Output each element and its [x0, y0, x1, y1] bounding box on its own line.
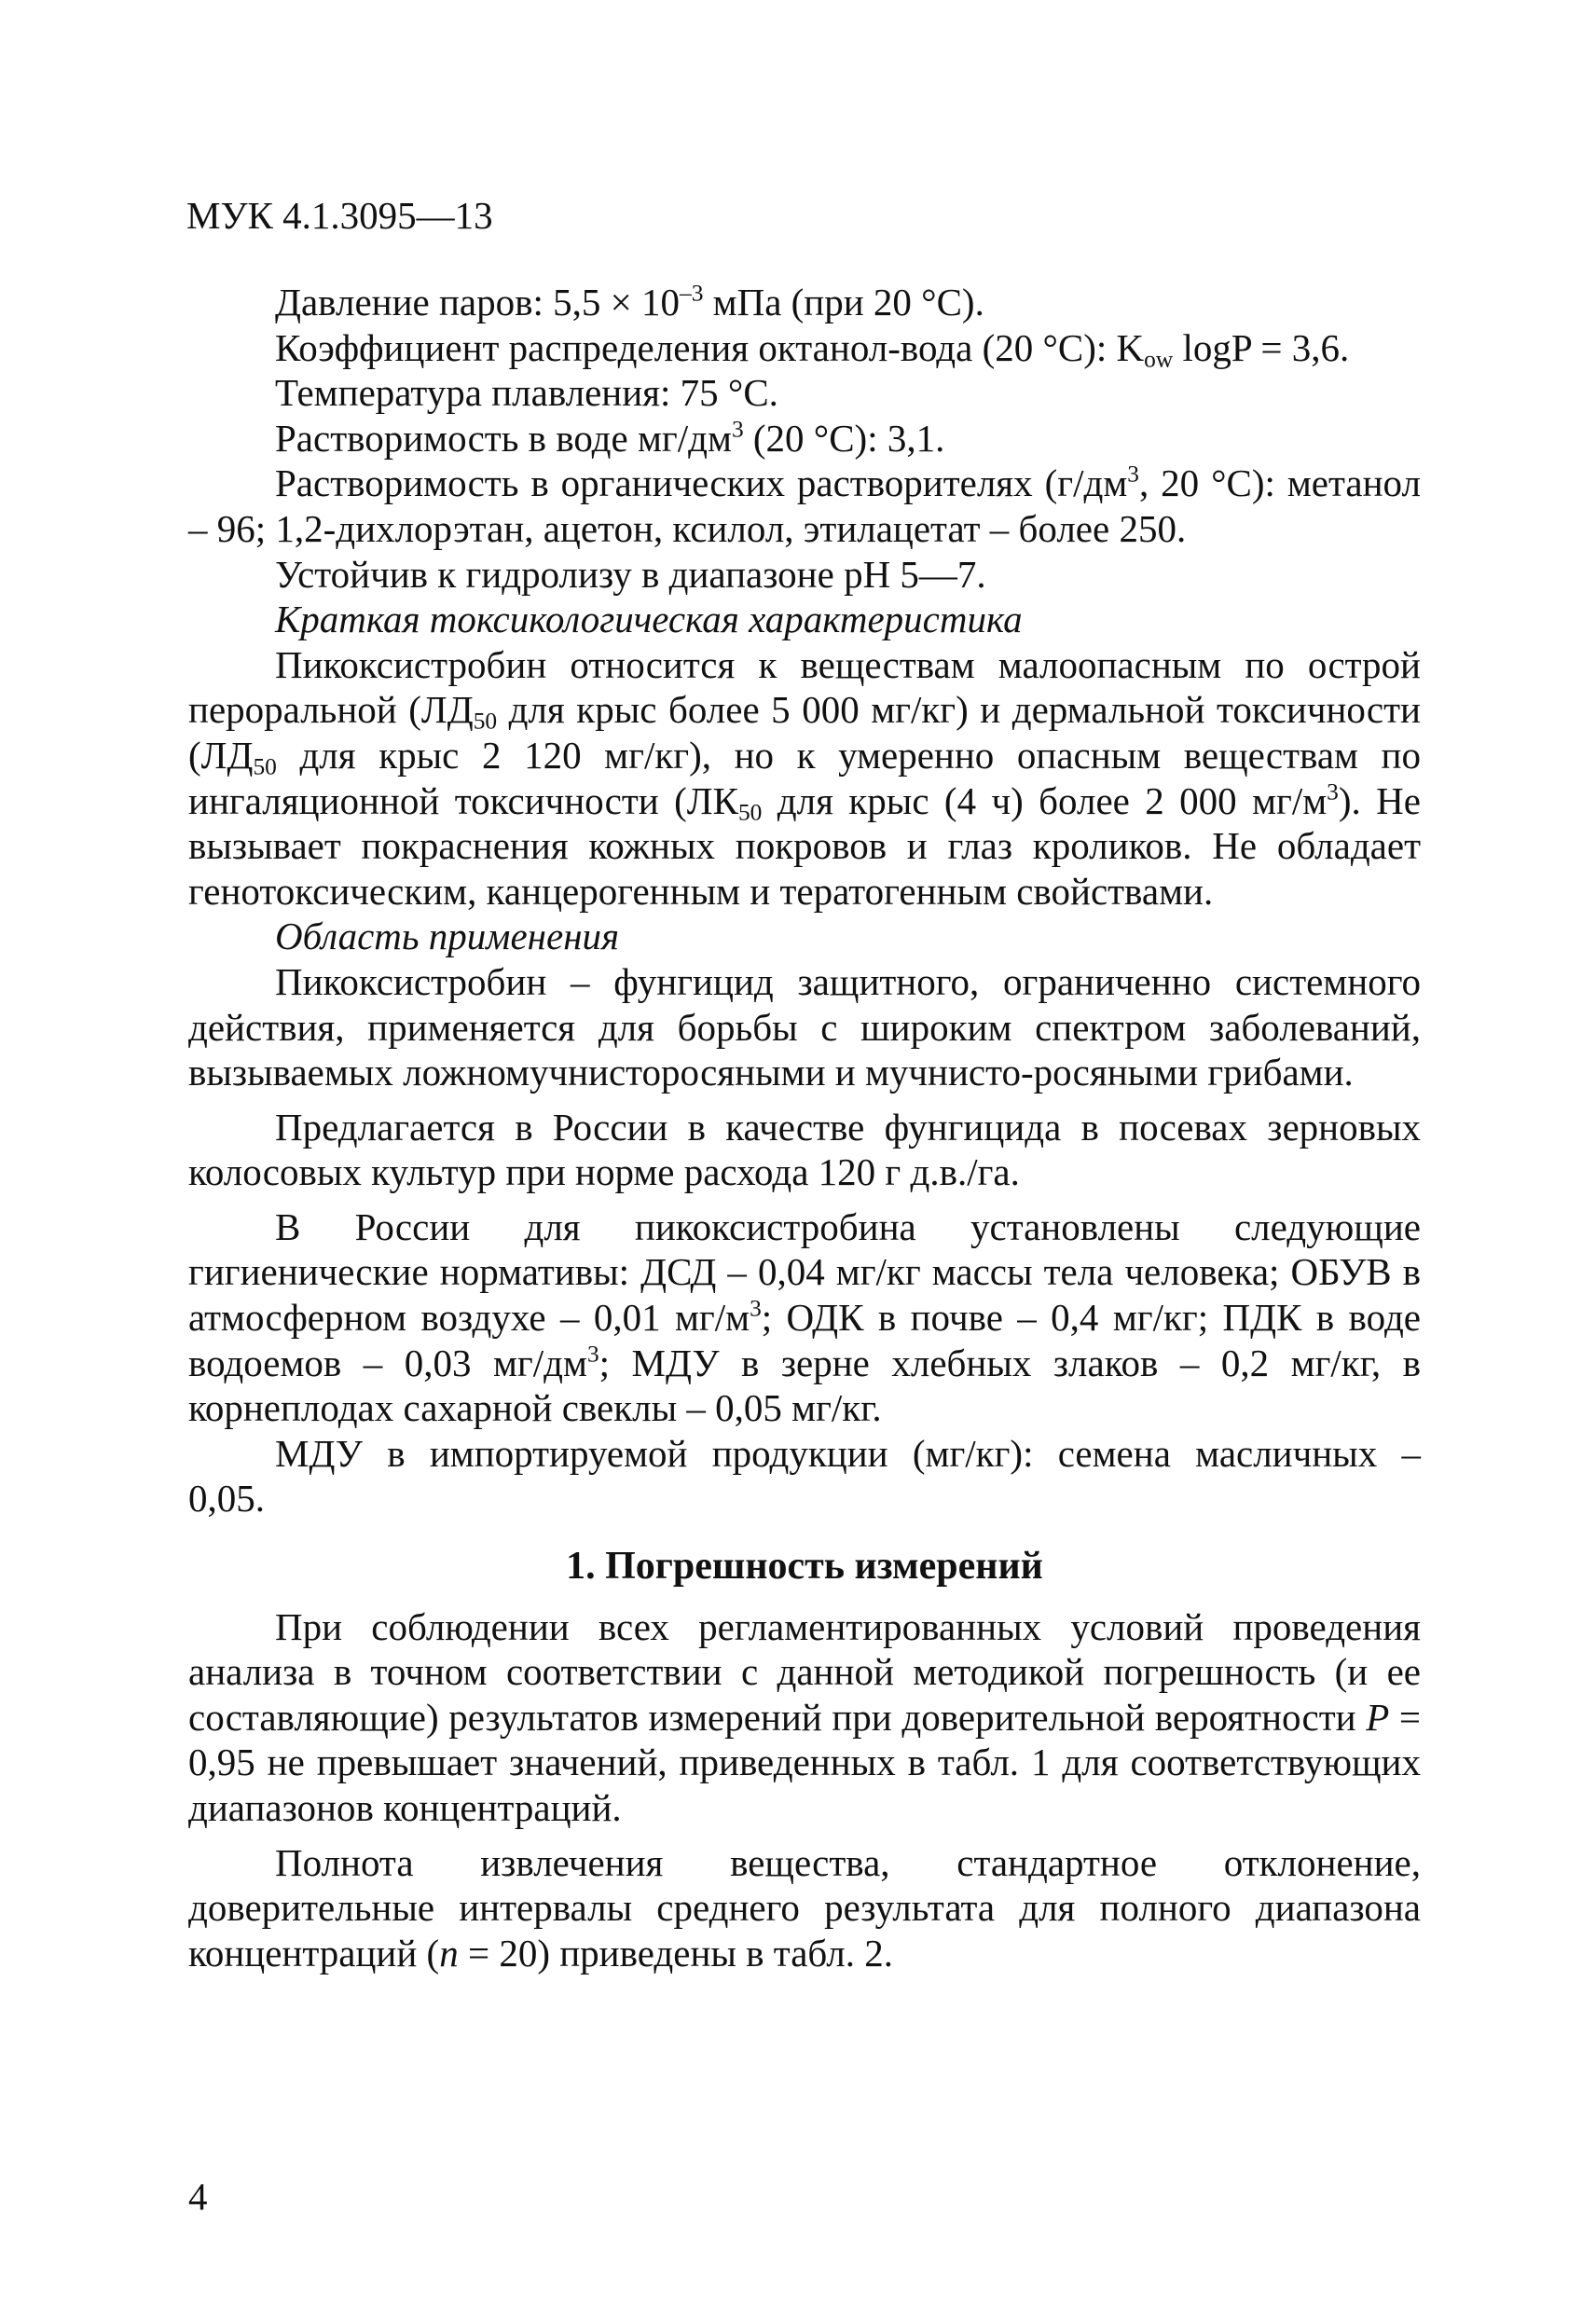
document-body [188, 280, 1421, 1975]
section-1-paragraph-1 [188, 1604, 1421, 1831]
toxicology-paragraph [188, 642, 1421, 915]
tox-text-5: ). Не вызывает покраснения кожных покровов и глаз кроликов. Не обладает генотоксическим, канцерогенным и тератогенным свойствами. [188, 778, 1421, 913]
tox-text-2: для крыс более 5 000 мг/кг) и дермальной токсичности (ЛД [188, 688, 1421, 777]
vapor-pressure-unit: мПа (при 20 °С). [703, 281, 984, 323]
organic-solubility-text: Растворимость в органических растворителях (г/дм [275, 461, 1128, 505]
tox-sub-2: 50 [253, 753, 277, 780]
s1p2-text-2: = 20) приведены в табл. 2. [458, 1931, 893, 1975]
sample-size-variable: n [439, 1931, 459, 1975]
tox-text-3: для крыс 2 120 мг/кг), но к умеренно опасным веществам по ингаляционной токсичности (ЛК [188, 733, 1421, 822]
probability-variable: P [1366, 1695, 1390, 1739]
standards-text-1: В России для пикоксистробина установлены следующие гигиенические нормативы: ДСД – 0,04 мг/кг массы тела человека; ОБУВ в атмосферном воздухе – 0,01 мг/м [188, 1204, 1421, 1340]
tox-sub-1: 50 [473, 708, 498, 735]
page-number: 4 [188, 2175, 208, 2218]
partition-subscript: ow [1144, 345, 1174, 372]
organic-solubility-paragraph [188, 461, 1421, 551]
water-solubility-value: (20 °С): 3,1. [743, 416, 945, 460]
s1p2-text-1: Полнота извлечения вещества, стандартное отклонение, доверительные интервалы среднего результата для полного диапазона концентраций ( [188, 1840, 1421, 1975]
water-solubility-exponent: 3 [731, 416, 744, 443]
tox-exp-4: 3 [1327, 778, 1339, 805]
melting-point-line: Температура плавления: 75 °С. [275, 371, 778, 415]
s1p1-text-1: При соблюдении всех регламентированных условий проведения анализа в точном соответствии с данной методикой погрешность (и ее составляющие) результатов измерений при доверительной вероятности [188, 1604, 1421, 1739]
water-solubility-text: Растворимость в воде мг/дм [275, 416, 732, 460]
hydrolysis-line: Устойчив к гидролизу в диапазоне pH 5—7. [275, 552, 986, 596]
tox-sub-3: 50 [737, 798, 763, 825]
standards-text-2: ; ОДК в почве – 0,4 мг/кг; ПДК в воде водоемов – 0,03 мг/дм [188, 1296, 1422, 1384]
standards-exp-2: 3 [586, 1340, 599, 1367]
mdu-import-line-2: 0,05. [188, 1477, 265, 1521]
tox-text-1: Пикоксистробин относится к веществам малоопасным по острой пероральной (ЛД [188, 642, 1421, 732]
organic-solubility-exponent: 3 [1127, 461, 1139, 488]
document-code: МУК 4.1.3095—13 [186, 194, 493, 237]
mdu-import-line-1: МДУ в импортируемой продукции (мг/кг): семена масличных – [275, 1431, 1421, 1475]
section-1-paragraph-2 [188, 1840, 1421, 1976]
partition-value: logP = 3,6. [1173, 325, 1350, 369]
toxicology-subheading: Краткая токсикологическая характеристика [275, 598, 1023, 641]
organic-solubility-values: , 20 °С): метанол – 96; 1,2-дихлорэтан, ацетон, ксилол, этилацетат – более 250. [188, 461, 1421, 550]
application-subheading: Область применения [275, 915, 620, 958]
vapor-pressure-text: Давление паров: 5,5 × 10 [275, 281, 680, 323]
water-solubility-line [188, 416, 1421, 461]
application-paragraph-1: Пикоксистробин – фунгицид защитного, ограниченно системного действия, применяется для борьбы с широким спектром заболеваний, вызываемых ложномучнисторосяными и мучнисто-росяными грибами. [188, 959, 1421, 1094]
standards-exp-1: 3 [750, 1295, 762, 1322]
partition-coefficient-line [188, 325, 1421, 371]
partition-text: Коэффициент распределения октанол-вода (20 °С): K [275, 325, 1145, 369]
hygienic-standards-paragraph [188, 1204, 1421, 1431]
vapor-pressure-line [188, 280, 1421, 325]
standards-text-3: ; МДУ в зерне хлебных злаков – 0,2 мг/кг, в корнеплодах сахарной свеклы – 0,05 мг/кг. [188, 1341, 1421, 1430]
s1p1-text-2: = 0,95 не превышает значений, приведенных в табл. 1 для соответствующих диапазонов концентраций. [188, 1695, 1421, 1829]
application-paragraph-2: Предлагается в России в качестве фунгицида в посевах зерновых колосовых культур при норме расхода 120 г д.в./га. [188, 1105, 1421, 1194]
section-1-heading: 1. Погрешность измерений [566, 1545, 1043, 1589]
vapor-pressure-exponent: –3 [679, 280, 704, 307]
tox-text-4: для крыс (4 ч) более 2 000 мг/м [762, 778, 1328, 822]
